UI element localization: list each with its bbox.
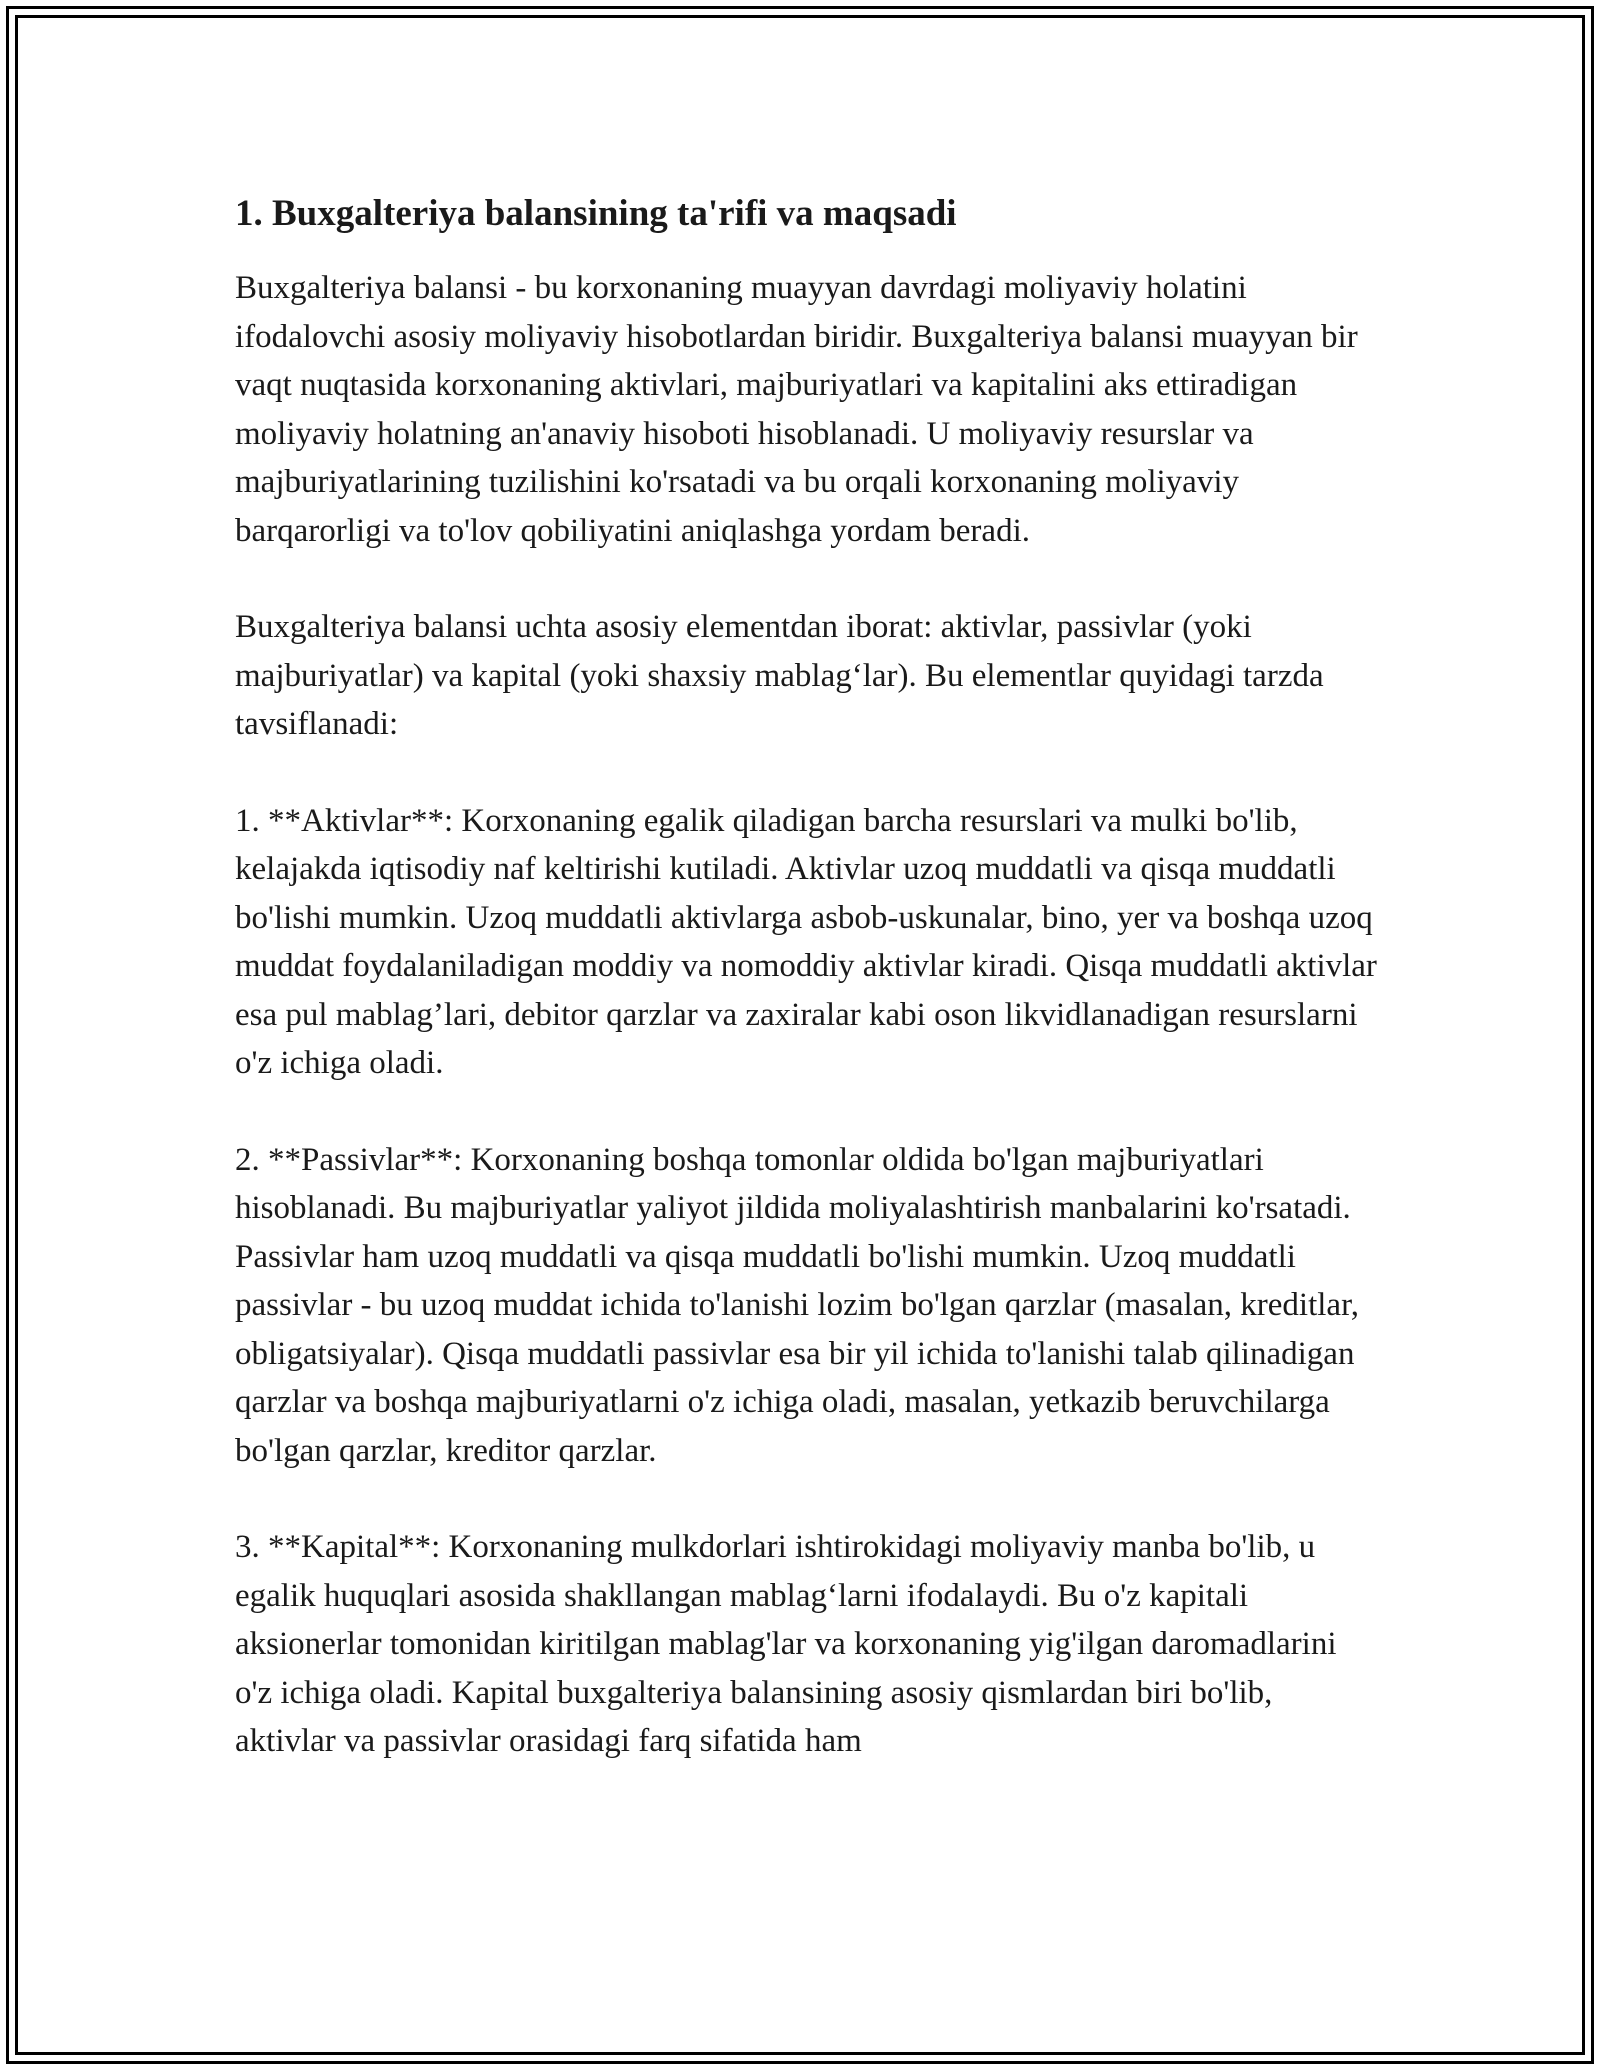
- paragraph-assets: 1. **Aktivlar**: Korxonaning egalik qiladigan barcha resurslari va mulki bo'lib, kelajakda iqtisodiy naf keltirishi kutiladi. Aktivlar uzoq muddatli va qisqa muddatli bo'lishi mumkin. Uzoq muddatli aktivlarga asbob-uskunalar, bino, yer va boshqa uzoq muddat foydalaniladigan moddiy va nomoddiy aktivlar kiradi. Qisqa muddatli aktivlar esa pul mablag’lari, debitor qarzlar va zaxiralar kabi oson likvidlanadigan resurslarni o'z ichiga oladi.: [235, 802, 1377, 1081]
- paragraph-liabilities: 2. **Passivlar**: Korxonaning boshqa tomonlar oldida bo'lgan majburiyatlari hisoblanadi. Bu majburiyatlar yaliyot jildida moliyalashtirish manbalarini ko'rsatadi. Passivlar ham uzoq muddatli va qisqa muddatli bo'lishi mumkin. Uzoq muddatli passivlar - bu uzoq muddat ichida to'lanishi lozim bo'lgan qarzlar (masalan, kreditlar, obligatsiyalar). Qisqa muddatli passivlar esa bir yil ichida to'lanishi talab qilinadigan qarzlar va boshqa majburiyatlarni o'z ichiga oladi, masalan, yetkazib beruvchilarga bo'lgan qarzlar, kreditor qarzlar.: [235, 1141, 1359, 1469]
- section-heading: 1. Buxgalteriya balansining ta'rifi va maqsadi: [235, 193, 957, 234]
- paragraph-definition: Buxgalteriya balansi - bu korxonaning muayyan davrdagi moliyaviy holatini ifodalovchi asosiy moliyaviy hisobotlardan biridir. Buxgalteriya balansi muayyan bir vaqt nuqtasida korxonaning aktivlari, majburiyatlari va kapitalini aks ettiradigan moliyaviy holatning an'anaviy hisoboti hisoblanadi. U moliyaviy resurslar va majburiyatlarining tuzilishini ko'rsatadi va bu orqali korxonaning moliyaviy barqarorligi va to'lov qobiliyatini aniqlashga yordam beradi.: [235, 270, 1358, 549]
- paragraph-capital: 3. **Kapital**: Korxonaning mulkdorlari ishtirokidagi moliyaviy manba bo'lib, u egalik huquqlari asosida shakllangan mablag‘larni ifodalaydi. Bu o'z kapitali aksionerlar tomonidan kiritilgan mablag'lar va korxonaning yig'ilgan daromadlarini o'z ichiga oladi. Kapital buxgalteriya balansining asosiy qismlardan biri bo'lib, aktivlar va passivlar orasidagi farq sifatida ham: [235, 1529, 1337, 1759]
- paragraph-elements-intro: Buxgalteriya balansi uchta asosiy elementdan iborat: aktivlar, passivlar (yoki majburiyatlar) va kapital (yoki shaxsiy mablag‘lar). Bu elementlar quyidagi tarzda tavsiflanadi:: [235, 609, 1324, 742]
- document-page: [235, 186, 1380, 1814]
